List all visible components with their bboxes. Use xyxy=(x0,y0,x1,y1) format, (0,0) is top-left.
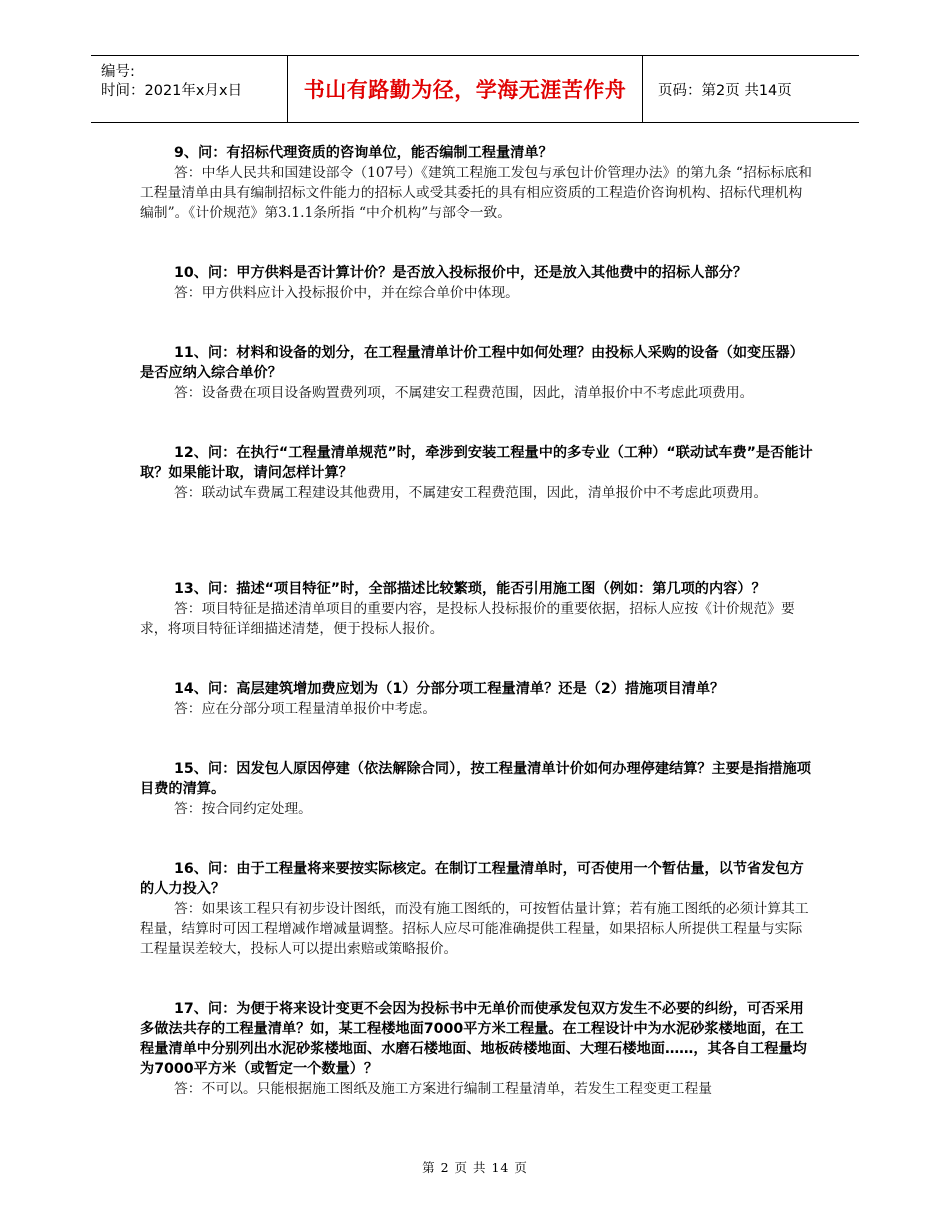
spacer xyxy=(140,819,816,859)
question-text: 11、问：材料和设备的划分，在工程量清单计价工程中如何处理？由投标人采购的设备（如变压器）是否应纳入综合单价？ xyxy=(140,345,804,381)
document-time-label: 时间：2021年x月x日 xyxy=(101,83,243,99)
qa-item xyxy=(140,679,816,719)
answer-text: 答：应在分部分项工程量清单报价中考虑。 xyxy=(174,701,437,717)
header-meta xyxy=(91,56,287,122)
header-motto-cell xyxy=(287,56,643,122)
answer-text: 答：设备费在项目设备购置费列项，不属建安工程费范围，因此，清单报价中不考虑此项费用。 xyxy=(174,385,754,401)
spacer xyxy=(140,959,816,999)
qa-item xyxy=(140,263,816,303)
page-footer: 第 2 页 共 14 页 xyxy=(422,1160,528,1175)
answer-text: 答：中华人民共和国建设部令（107号）《建筑工程施工发包与承包计价管理办法》的第九条 “招标标底和工程量清单由具有编制招标文件能力的招标人或受其委托的具有相应资质的工程造价咨询机构、招标代理机构编制”。《计价规范》第3.1.1条所指 “中介机构”与部令一致。 xyxy=(140,165,812,221)
qa-item xyxy=(140,759,816,819)
qa-item xyxy=(140,999,816,1099)
qa-item xyxy=(140,859,816,959)
answer-text: 答：联动试车费属工程建设其他费用，不属建安工程费范围，因此，清单报价中不考虑此项费用。 xyxy=(174,485,768,501)
question-text: 10、问：甲方供料是否计算计价？是否放入投标报价中，还是放入其他费中的招标人部分？ xyxy=(174,265,748,281)
qa-item xyxy=(140,579,816,639)
question-text: 16、问：由于工程量将来要按实际核定。在制订工程量清单时，可否使用一个暂估量，以节省发包方的人力投入？ xyxy=(140,861,804,897)
answer-text: 答：如果该工程只有初步设计图纸，而没有施工图纸的，可按暂估量计算；若有施工图纸的必须计算其工程量，结算时可因工程增减作增减量调整。招标人应尽可能准确提供工程量，如果招标人所提供工程量与实际工程量误差较大，投标人可以提出索赔或策略报价。 xyxy=(140,901,809,957)
question-text: 13、问：描述“项目特征”时，全部描述比较繁琐，能否引用施工图（例如：第几项的内容）？ xyxy=(174,581,766,597)
spacer xyxy=(140,223,816,263)
question-text: 17、问：为便于将来设计变更不会因为投标书中无单价而使承发包双方发生不必要的纠纷，可否采用多做法共存的工程量清单？如，某工程楼地面7000平方米工程量。在工程设计中为水泥砂浆楼地面，在工程量清单中分别列出水泥砂浆楼地面、水磨石楼地面、地板砖楼地面、大理石楼地面……，其各自工程量均为7000平方米（或暂定一个数量）？ xyxy=(140,1001,807,1077)
spacer xyxy=(140,403,816,443)
header-page-cell xyxy=(642,56,859,122)
page-header xyxy=(91,55,859,123)
spacer xyxy=(140,303,816,343)
question-text: 15、问：因发包人原因停建（依法解除合同），按工程量清单计价如何办理停建结算？主要是指措施项目费的清算。 xyxy=(140,761,811,797)
spacer xyxy=(140,719,816,759)
answer-text: 答：不可以。只能根据施工图纸及施工方案进行编制工程量清单，若发生工程变更工程量 xyxy=(174,1081,713,1097)
qa-item xyxy=(140,343,816,403)
question-text: 9、问：有招标代理资质的咨询单位，能否编制工程量清单？ xyxy=(174,145,553,161)
qa-item xyxy=(140,143,816,223)
header-motto: 书山有路勤为径，学海无涯苦作舟 xyxy=(303,78,627,102)
qa-content xyxy=(140,143,816,1099)
answer-text: 答：按合同约定处理。 xyxy=(174,801,312,817)
answer-text: 答：项目特征是描述清单项目的重要内容，是投标人投标报价的重要依据，招标人应按《计价规范》要求，将项目特征详细描述清楚，便于投标人报价。 xyxy=(140,601,795,637)
header-page-code: 页码：第2页 共14页 xyxy=(658,82,792,99)
qa-item xyxy=(140,443,816,503)
spacer xyxy=(140,503,816,579)
document-number-label: 编号: xyxy=(101,64,135,80)
spacer xyxy=(140,639,816,679)
question-text: 14、问：高层建筑增加费应划为（1）分部分项工程量清单？还是（2）措施项目清单？ xyxy=(174,681,725,697)
question-text: 12、问：在执行“工程量清单规范”时，牵涉到安装工程量中的多专业（工种）“联动试车费”是否能计取？如果能计取，请问怎样计算？ xyxy=(140,445,813,481)
answer-text: 答：甲方供料应计入投标报价中，并在综合单价中体现。 xyxy=(174,285,519,301)
